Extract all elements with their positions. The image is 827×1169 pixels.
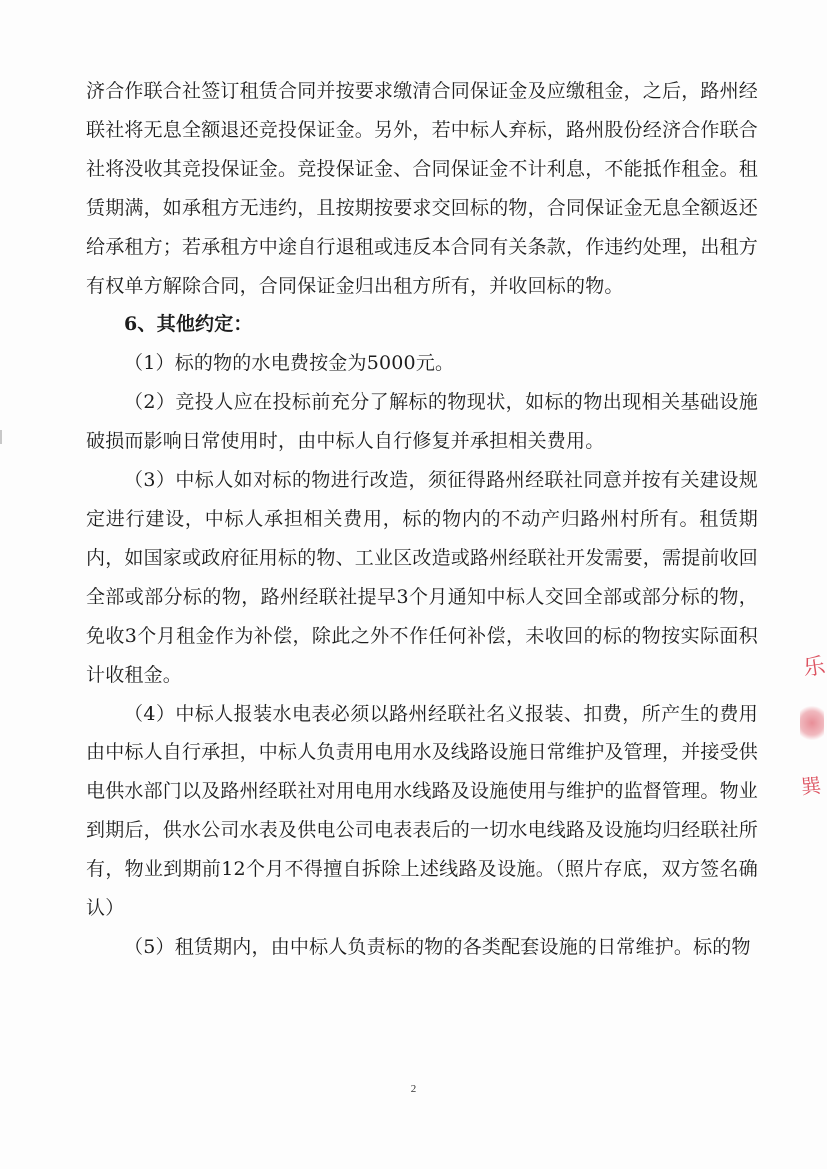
section-heading-other-agreements: 6、其他约定： — [124, 313, 253, 336]
paragraph-deposit-terms: 济合作联合社签订租赁合同并按要求缴清合同保证金及应缴租金，之后，路州经联社将无息全额退还竞投保证金。另外，若中标人弃标，路州股份经济合作联合社将没收其竞投保证金。竞投保证金、合同保证金不计利息，不能抵作租金。租赁期满，如承租方无违约，且按期按要求交回标的物，合同保证金无息全额返还给承租方；若承租方中途自行退租或违反本合同有关条款，作违约处理，出租方有权单方解除合同，合同保证金归出租方所有，并收回标的物。 — [86, 80, 759, 297]
seal-fragment-bottom: 巽 — [800, 773, 823, 799]
seal-fragment-top: 乐 — [801, 653, 827, 682]
paragraph-item-4: （4）中标人报装水电表必须以路州经联社名义报装、扣费，所产生的费用由中标人自行承担，中标人负责用电用水及线路设施日常维护及管理，并接受供电供水部门以及路州经联社对用电用水线路及设施使用与维护的监督管理。物业到期后，供水公司水表及供电公司电表表后的一切水电线路及设施均归经联社所有，物业到期前12个月不得擅自拆除上述线路及设施。（照片存底，双方签名确认） — [86, 702, 759, 920]
paragraph-item-5: （5）租赁期内，由中标人负责标的物的各类配套设施的日常维护。标的物 — [124, 935, 751, 958]
paragraph-item-2: （2）竞投人应在投标前充分了解标的物现状，如标的物出现相关基础设施破损而影响日常使用时，由中标人自行修复并承担相关费用。 — [86, 391, 758, 453]
page-number: 2 — [410, 1083, 417, 1095]
seal-fragment-middle — [800, 705, 824, 741]
paragraph-item-3: （3）中标人如对标的物进行改造，须征得路州经联社同意并按有关建设规定进行建设，中标人承担相关费用，标的物内的不动产归路州村所有。租赁期内，如国家或政府征用标的物、工业区改造或路州经联社开发需要，需提前收回全部或部分标的物，路州经联社提早3个月通知中标人交回全部或部分标的物，免收3个月租金作为补偿，除此之外不作任何补偿，未收回的标的物按实际面积计收租金。 — [86, 469, 759, 686]
paragraph-item-1: （1）标的物的水电费按金为5000元。 — [124, 352, 455, 375]
body-text — [86, 72, 758, 967]
scan-edge-mark — [0, 430, 2, 444]
